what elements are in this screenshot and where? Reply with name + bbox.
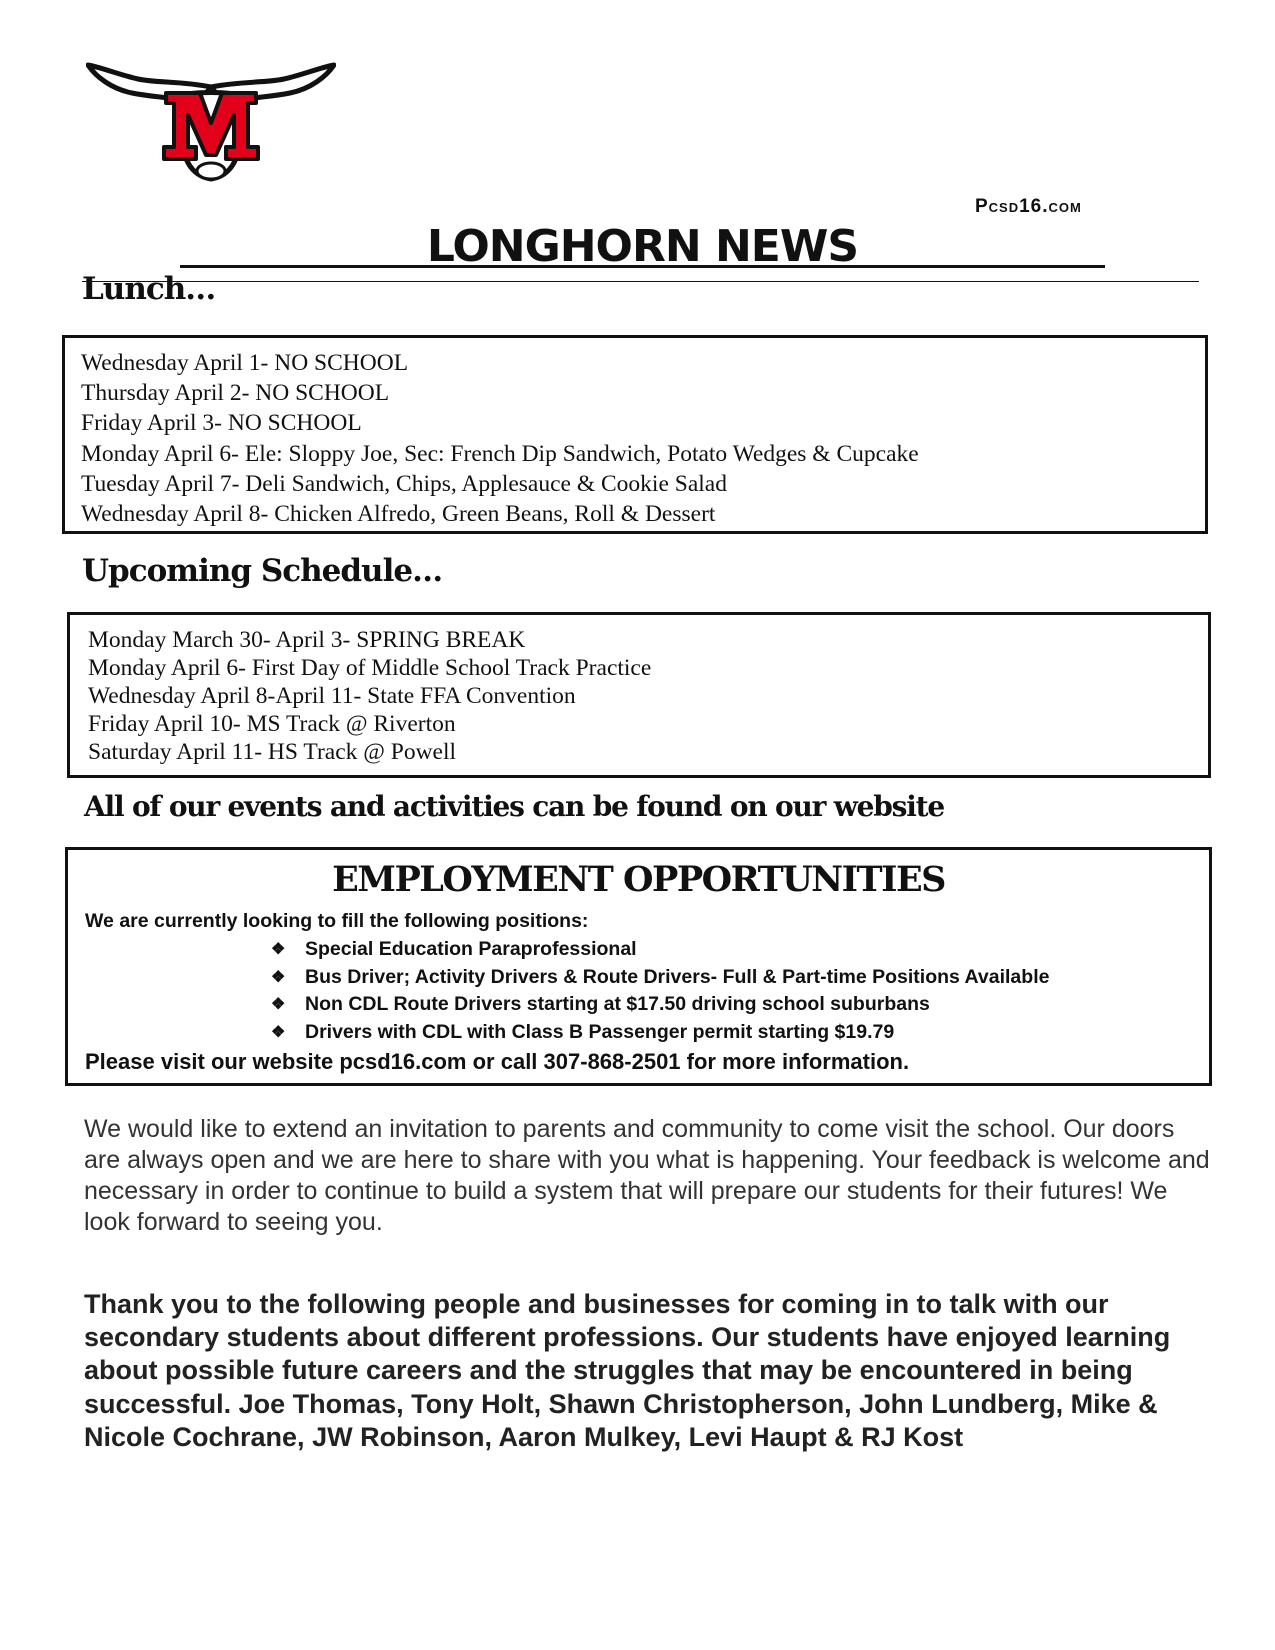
schedule-item: Monday April 6- First Day of Middle School Track Practice [88,655,652,681]
lunch-heading: Lunch… [82,271,216,307]
position-item [271,991,1209,1019]
schedule-item: Monday March 30- April 3- SPRING BREAK [88,627,526,653]
website-url[interactable]: Pcsd16.com [975,196,1082,217]
lunch-item: Wednesday April 1- NO SCHOOL [81,350,409,376]
header-divider [82,281,1199,282]
position-item [271,964,1209,992]
employment-intro: We are currently looking to fill the following positions: [85,910,589,932]
diamond-bullet-icon: ❖ [271,1023,286,1041]
employment-title: EMPLOYMENT OPPORTUNITIES [332,859,945,900]
diamond-bullet-icon: ❖ [271,968,286,986]
lunch-item: Thursday April 2- NO SCHOOL [81,380,390,407]
position-label: Drivers with CDL with Class B Passenger permit starting $19.79 [305,1020,895,1043]
position-label: Special Education Paraprofessional [305,938,637,960]
position-item [271,1019,1209,1047]
lunch-item: Friday April 3- NO SCHOOL [81,410,362,437]
schedule-box [67,612,1211,778]
schedule-heading: Upcoming Schedule… [82,553,443,589]
position-item [271,936,1209,964]
lunch-item: Monday April 6- Ele: Sloppy Joe, Sec: French Dip Sandwich, Potato Wedges & Cupcake [81,440,919,467]
employment-box [65,847,1212,1086]
events-website-note: All of our events and activities can be found on our website [84,790,944,823]
lunch-menu-box [62,335,1208,534]
diamond-bullet-icon: ❖ [271,996,286,1013]
invitation-paragraph: We would like to extend an invitation to parents and community to come visit the school. Our doors are always open and we are here to share with you what is happening. Your feedback is welcome and necessary in order to continue to build a system that will prepare our students for their futures! We look forward to seeing you. [84,1115,1210,1236]
newsletter-title: LONGHORN NEWS [426,221,859,272]
schedule-item: Friday April 10- MS Track @ Riverton [88,711,456,737]
position-label: Bus Driver; Activity Drivers & Route Drivers- Full & Part-time Positions Available [305,965,1050,988]
positions-list [271,936,1209,1046]
diamond-bullet-icon: ❖ [271,941,286,958]
newsletter-title-row [180,222,1105,272]
schedule-item: Saturday April 11- HS Track @ Powell [88,739,457,765]
lunch-item: Tuesday April 7- Deli Sandwich, Chips, Applesauce & Cookie Salad [81,470,727,497]
longhorn-m-logo-icon [86,55,336,190]
employment-contact: Please visit our website pcsd16.com or call 307-868-2501 for more information. [85,1049,910,1074]
position-label: Non CDL Route Drivers starting at $17.50 driving school suburbans [305,993,930,1015]
lunch-item: Wednesday April 8- Chicken Alfredo, Green Beans, Roll & Dessert [81,501,716,528]
thanks-paragraph: Thank you to the following people and businesses for coming in to talk with our secondary students about different professions. Our students have enjoyed learning about possible future careers and the struggles that may be encountered in being successful. Joe Thomas, Tony Holt, Shawn Christopherson, John Lundberg, Mike & Nicole Cochrane, JW Robinson, Aaron Mulkey, Levi Haupt & RJ Kost [84,1289,1171,1452]
schedule-item: Wednesday April 8-April 11- State FFA Convention [88,683,576,709]
